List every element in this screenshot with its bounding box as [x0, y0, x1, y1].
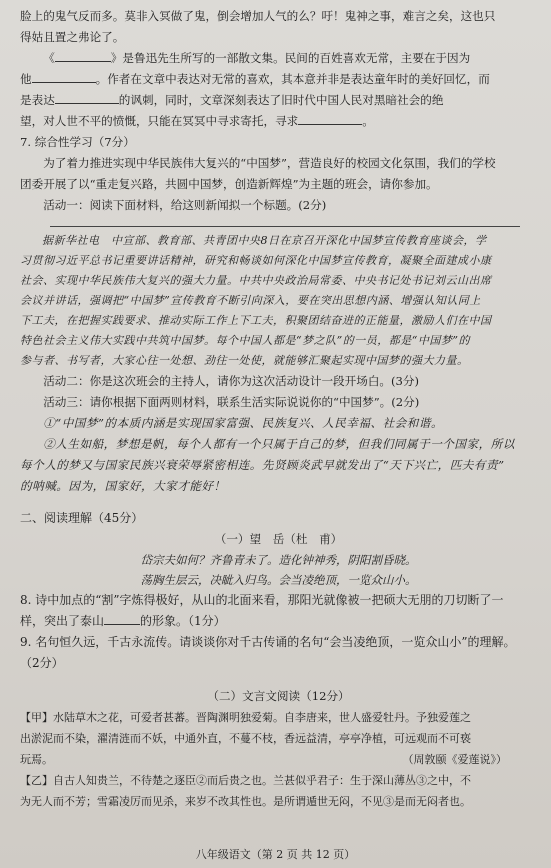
material-2: [20, 434, 537, 497]
fill-text: 》是鲁迅先生所写的一部散文集。民间的百姓喜欢无常，主要在于因为: [110, 51, 471, 65]
fill-blank-question: [20, 48, 537, 132]
question-7-intro: 为了着力推进实现中华民族伟大复兴的“中国梦”，营造良好的校园文化氛围，我们的学校: [43, 156, 496, 170]
news-line: 会议并讲话，强调把“中国梦”宣传教育不断引向深入，要在突出思想内涵、增强认知认同上: [20, 294, 481, 307]
page-footer: 八年级语文（第 2 页 共 12 页）: [195, 848, 356, 861]
news-line: 下工夫，在把握实践要求、推动实际工作上下工夫，积聚团结奋进的正能量，激励人们在中国: [20, 314, 492, 327]
news-line: 习贯彻习近平总书记重要讲话精神，研究和畅谈如何深化中国梦宣传教育，凝聚全面建成小康: [20, 254, 492, 267]
answer-blank[interactable]: [32, 72, 96, 83]
news-line: 特色社会主义伟大实践中共筑中国梦。每个中国人都是“梦之队”的一员，都是“中国梦”的: [20, 334, 470, 347]
question-8-text-2: [20, 611, 537, 632]
activity-3: 活动三：请你根据下面两则材料，联系生活实际说说你的“中国梦”。(2分): [43, 395, 420, 409]
fill-line-2: [20, 69, 537, 90]
fill-line-1: [20, 48, 537, 69]
section-heading: 二、阅读理解（45分）: [20, 511, 144, 525]
answer-blank[interactable]: [55, 51, 111, 62]
yi-line: 【乙】自古人知贵兰，不待楚之逐臣②而后贵之也。兰甚似乎君子：生于深山薄丛③之中，不: [20, 774, 471, 787]
answer-blank[interactable]: [104, 614, 140, 625]
question-7-intro: 团委开展了以“重走复兴路，共圆中国梦，创造新辉煌”为主题的班会，请你参加。: [20, 177, 438, 191]
answer-blank[interactable]: [298, 114, 362, 125]
news-material: [20, 231, 537, 371]
fill-text: 。: [362, 114, 374, 128]
material-line: ②人生如船，梦想是帆，每个人都有一个只属于自己的梦，但我们同属于一个国家，所以: [43, 437, 515, 451]
passage-line: 得姑且置之弗论了。: [20, 30, 125, 44]
poem-block: [20, 529, 537, 590]
question-7-title: 7. 综合性学习（7分）: [20, 135, 135, 149]
fill-text: 他: [20, 72, 32, 86]
fill-text: 。作者在文章中表达对无常的喜欢，其本意并非是表达童年时的美好回忆，而: [95, 72, 490, 86]
answer-line[interactable]: [50, 218, 520, 227]
question-9-points: （2分）: [20, 656, 64, 670]
poem-line: 岱宗夫如何？齐鲁青未了。造化钟神秀，阴阳割昏晓。: [140, 553, 417, 567]
question-9-text: 9. 名句恒久远，千古永流传。请谈谈你对千古传诵的名句“会当凌绝顶，一览众山小”的理解。: [20, 635, 516, 649]
q8-text: 样，突出了泰山: [20, 614, 105, 628]
classical-title: （二）文言文阅读（12分）: [207, 689, 350, 703]
jia-line: 【甲】水陆草木之花，可爱者甚蕃。晋陶渊明独爱菊。自李唐来，世人盛爱牡丹。予独爱莲之: [20, 711, 471, 724]
question-8: [20, 590, 537, 632]
fill-line-4: [20, 111, 537, 132]
poem-line: 荡胸生层云，决眦入归鸟。会当凌绝顶，一览众山小。: [140, 573, 417, 587]
answer-blank[interactable]: [55, 93, 119, 104]
news-line: 参与者、书写者，大家心往一处想、劲往一处使，就能够汇聚起实现中国梦的强大力量。: [20, 354, 469, 367]
question-9: [20, 632, 537, 674]
fill-text: 《: [43, 51, 55, 65]
activity-2: 活动二：你是这次班会的主持人，请你为这次活动设计一段开场白。(3分): [43, 374, 420, 388]
fill-text: 的讽刺，同时，文章深刻表达了旧时代中国人民对黑暗社会的绝: [118, 93, 444, 107]
question-8-text: 8. 诗中加点的“割”字炼得极好，从山的北面来看，那阳光就像被一把硕大无朋的刀切断了一: [20, 593, 504, 607]
news-line: 社会、实现中华民族伟大复兴的强大力量。中共中央政治局常委、中央书记处书记刘云山出席: [20, 274, 492, 287]
poem-title: （一）望 岳（杜 甫）: [214, 532, 343, 546]
fill-line-3: [20, 90, 537, 111]
material-line: 的呐喊。因为，国家好，大家才能好！: [20, 479, 226, 493]
fill-text: 是表达: [20, 93, 55, 107]
classical-reading: [20, 686, 537, 812]
material-1: ①“中国梦”的本质内涵是实现国家富强、民族复兴、人民幸福、社会和谐。: [43, 416, 444, 430]
yi-line: 为无人而不芳；雪霜凌厉而见杀，来岁不改其性也。是所谓遁世无闷，不见③是而无闷者也。: [20, 795, 471, 808]
jia-line: 玩焉。: [20, 753, 53, 766]
prior-passage: [20, 6, 537, 48]
q8-text: 的形象。（1分）: [140, 614, 226, 628]
question-7: [20, 132, 537, 497]
activity-1: 活动一：阅读下面材料，给这则新闻拟一个标题。(2分): [43, 198, 327, 212]
material-line: 每个人的梦又与国家民族兴衰荣辱紧密相连。先贤顾炎武早就发出了“天下兴亡，匹夫有责”: [20, 458, 505, 472]
jia-line: 出淤泥而不染，濯清涟而不妖，中通外直，不蔓不枝，香远益清，亭亭净植，可远观而不可亵: [20, 732, 471, 745]
passage-line: 脸上的鬼气反而多。莫非入冥做了鬼，倒会增加人气的么？吁！鬼神之事，难言之矣，这也只: [20, 9, 496, 23]
jia-source: （周敦颐《爱莲说》）: [402, 753, 507, 766]
fill-text: 望，对人世不平的愤慨，只能在冥冥中寻求寄托，寻求: [20, 114, 299, 128]
news-line: 据新华社电 中宣部、教育部、共青团中央8日在京召开深化中国梦宣传教育座谈会，学: [42, 234, 487, 247]
